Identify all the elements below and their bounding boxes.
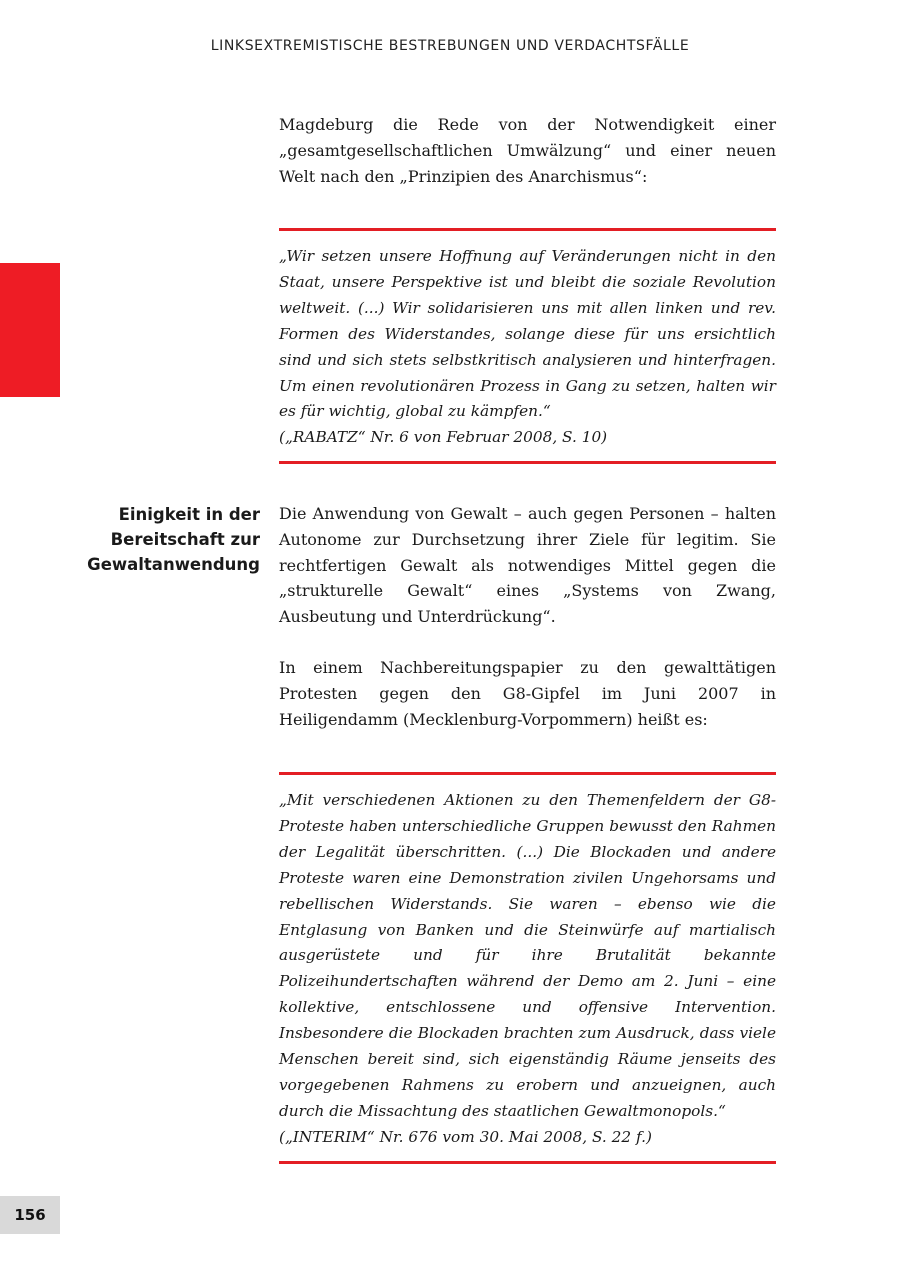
section-heading: Einigkeit in der Bereitschaft zur Gewaltanwendung — [87, 505, 260, 574]
quote-text: „Mit verschiedenen Aktionen zu den Themenfeldern der G8-Proteste haben unterschiedliche Gruppen bewusst den Rahmen der Legalität überschritten. (...) Die Blockaden und andere Proteste waren eine Demonstration zivilen Ungehorsams und rebellischen Widerstands. Sie waren – ebenso wie die Entglasung von Banken und die Steinwürfe auf martialisch ausgerüstete und für ihre Brutalität bekannte Polizeihundertschaften während der Demo am 2. Juni – eine kollektive, entschlossene und offensive Intervention. Insbesondere die Blockaden brachten zum Ausdruck, dass viele Menschen bereit sind, sich eigenständig Räume jenseits des vorgegebenen Rahmens zu erobern und anzueignen, auch durch die Missachtung des staatlichen Gewaltmonopols.“ — [279, 791, 776, 1120]
section-paragraph-1: Die Anwendung von Gewalt – auch gegen Personen – halten Autonome zur Durchsetzung ihrer Ziele für legitim. Sie rechtfertigen Gewalt als notwendiges Mittel gegen die „strukturelle Gewalt“ eines „Systems von Zwang, Ausbeutung und Unterdrückung“. — [279, 504, 776, 627]
section-paragraph-2: In einem Nachbereitungspapier zu den gewalttätigen Protesten gegen den G8-Gipfel im Juni 2007 in Heiligendamm (Mecklenburg-Vorpommern) heißt es: — [279, 657, 776, 729]
quote-block-rabatz — [279, 228, 776, 464]
quote-block-interim — [279, 772, 776, 1164]
intro-paragraph-container — [279, 112, 776, 189]
quote-text: „Wir setzen unsere Hoffnung auf Veränderungen nicht in den Staat, unsere Perspektive ist und bleibt die soziale Revolution weltweit. (...) Wir solidarisieren uns mit allen linken und rev. Formen des Widerstandes, solange diese für uns ersichtlich sind und sich stets selbstkritisch analysieren und hinterfragen. Um einen revolutionären Prozess in Gang zu setzen, halten wir es für wichtig, global zu kämpfen.“ — [279, 247, 776, 421]
chapter-marker-tab — [0, 263, 60, 397]
page-number: 156 — [0, 1196, 60, 1234]
section-body — [279, 501, 776, 732]
intro-paragraph: Magdeburg die Rede von der Notwendigkeit einer „gesamtgesellschaftlichen Umwälzung“ und einer neuen Welt nach den „Prinzipien des Anarchismus“: — [279, 115, 776, 186]
quote-source: („INTERIM“ Nr. 676 vom 30. Mai 2008, S. 22 f.) — [279, 1127, 652, 1146]
quote-source: („RABATZ“ Nr. 6 von Februar 2008, S. 10) — [279, 428, 608, 447]
running-header: LINKSEXTREMISTISCHE BESTREBUNGEN UND VERDACHTSFÄLLE — [210, 38, 690, 54]
